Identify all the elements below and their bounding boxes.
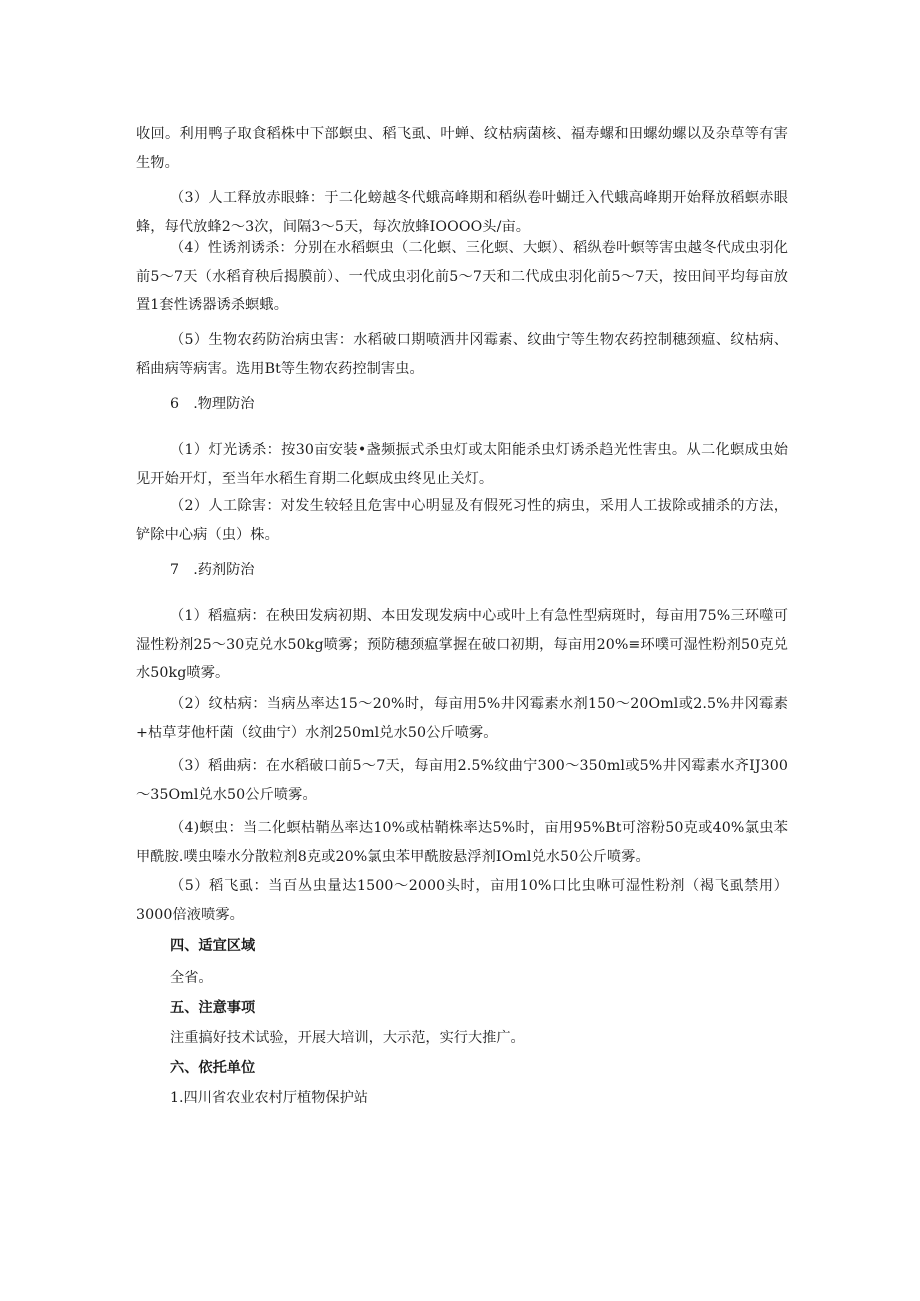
section-heading-physical-control: 6 .物理防治 [170,396,255,412]
text-precautions: 注重搞好技术试验，开展大培训，大示范，实行大推广。 [170,1030,525,1046]
paragraph-rice-blast: （1）稻瘟病：在秧田发病初期、本田发现发病中心或叶上有急性型病斑时，每亩用75%三环噬可湿性粉剂25～30克兑水50kg喷雾；预防穗颈瘟掌握在破口初期，每亩用20%≡环噗可湿性粉剂50克兑水50kg喷雾。 [136,608,788,681]
heading-supporting-unit: 六、依托单位 [170,1060,256,1076]
paragraph-trichogramma: （3）人工释放赤眼蜂：于二化螃越冬代蛾高峰期和稻纵卷叶蝴迁入代蛾高峰期开始释放稻螟赤眼蜂，每代放蜂2～3次，间隔3～5天，每次放蜂IOOOO头/亩。 [136,190,788,235]
text-suitable-region: 全省。 [170,970,213,986]
paragraph-manual-removal: （2）人工除害：对发生较轻且危害中心明显及有假死习性的病虫，采用人工拔除或捕杀的方法，铲除中心病（虫）株。 [136,498,788,543]
text-supporting-unit: 1.四川省农业农村厅植物保护站 [170,1090,368,1106]
heading-suitable-region: 四、适宜区域 [170,938,256,954]
heading-precautions: 五、注意事项 [170,1000,256,1016]
paragraph-false-smut: （3）稻曲病：在水稻破口前5～7天，每亩用2.5%纹曲宁300～350ml或5%井冈霉素水齐IJ300～35Oml兑水50公斤喷雾。 [136,758,788,803]
paragraph-pheromone-trap: （4）性诱剂诱杀：分别在水稻螟虫（二化螟、三化螟、大螟）、稻纵卷叶螟等害虫越冬代成虫羽化前5～7天（水稻育秧后揭膜前）、一代成虫羽化前5～7天和二代成虫羽化前5～7天，按田间平均每亩放置1套性诱器诱杀螟蛾。 [136,240,788,313]
paragraph-light-trap: （1）灯光诱杀：按30亩安装•盏频振式杀虫灯或太阳能杀虫灯诱杀趋光性害虫。从二化螟成虫始见开始开灯，至当年水稻生育期二化螟成虫终见止关灯。 [136,442,788,487]
section-heading-chemical-control: 7 .药剂防治 [170,562,255,578]
paragraph-bio-pesticide: （5）生物农药防治病虫害：水稻破口期喷洒井冈霉素、纹曲宁等生物农药控制穗颈瘟、纹枯病、稻曲病等病害。选用Bt等生物农药控制害虫。 [136,332,788,377]
paragraph-duck-farming: 收回。利用鸭子取食稻株中下部螟虫、稻飞虱、叶蝉、纹枯病菌核、福寿螺和田螺幼螺以及杂草等有害生物。 [136,126,788,171]
paragraph-stem-borer: （4)螟虫：当二化螟枯鞘丛率达10%或枯鞘株率达5%时，亩用95%Bt可溶粉50克或40%氯虫苯甲酰胺.噗虫嗪水分散粒剂8克或20%氯虫苯甲酰胺悬浮剂IOml兑水50公斤喷雾。 [136,820,788,865]
paragraph-planthopper: （5）稻飞虱：当百丛虫量达1500～2000头时，亩用10%口比虫咻可湿性粉剂（褐飞虱禁用）3000倍液喷雾。 [136,878,788,923]
paragraph-sheath-blight: （2）纹枯病：当病丛率达15～20%时，每亩用5%井冈霉素水剂150～20Oml或2.5%井冈霉素+枯草芽他杆菌（纹曲宁）水剂250ml兑水50公斤喷雾。 [136,696,788,741]
